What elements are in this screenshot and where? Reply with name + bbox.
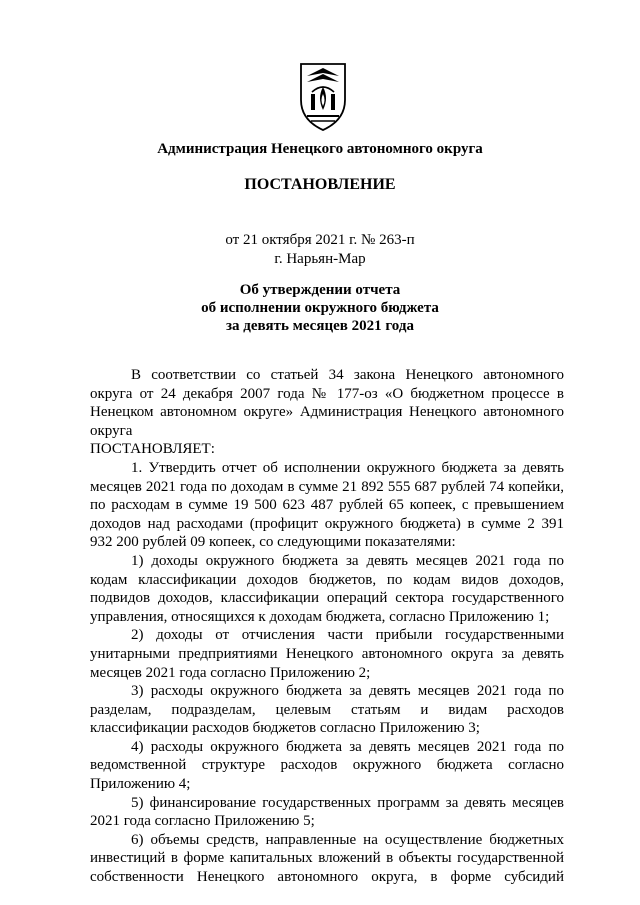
item-1-6-paragraph: 6) объемы средств, направленные на осуществление бюджетных инвестиций в форме капитальных вложений в объекты государственной собственности Ненецкого автономного округа, в форме субсидий — [90, 831, 564, 886]
item-1-2-paragraph: 2) доходы от отчисления части прибыли государственными унитарными предприятиями Ненецкого автономного округа за девять месяцев 2021 года согласно Приложению 2; — [90, 627, 564, 681]
document-body — [90, 366, 564, 887]
coat-of-arms-emblem — [298, 60, 348, 132]
document-date-number: от 21 октября 2021 г. № 263-п — [225, 232, 415, 248]
preamble-paragraph: В соответствии со статьей 34 закона Ненецкого автономного округа от 24 декабря 2007 года № 177-оз «О бюджетном процессе в Ненецком автономном округе» Администрация Ненецкого автономного округа — [90, 367, 564, 439]
decrees-keyword: ПОСТАНОВЛЯЕТ: — [90, 441, 215, 458]
subject-line: за девять месяцев 2021 года — [226, 318, 414, 334]
organization-name: Администрация Ненецкого автономного округа — [157, 141, 483, 157]
document-type-title: ПОСТАНОВЛЕНИЕ — [244, 176, 396, 193]
item-1-paragraph: 1. Утвердить отчет об исполнении окружного бюджета за девять месяцев 2021 года по доходам в сумме 21 892 555 687 рублей 74 копейки, по расходам в сумме 19 500 623 487 рублей 65 копеек, с превышением доходов над расходами (профицит окружного бюджета) в сумме 2 391 932 200 рублей 09 копеек, со следующими показателями: — [90, 459, 564, 551]
document-subject — [0, 281, 640, 335]
subject-line: Об утверждении отчета — [239, 282, 401, 298]
item-1-1-paragraph: 1) доходы окружного бюджета за девять месяцев 2021 года по кодам классификации доходов бюджетов, по кодам видов доходов, подвидов доходов, классификации операций сектора государственного управления, относящихся к доходам бюджета, согласно Приложению 1; — [90, 552, 564, 625]
subject-line: об исполнении окружного бюджета — [201, 300, 439, 316]
item-1-3-paragraph: 3) расходы окружного бюджета за девять месяцев 2021 года по разделам, подразделам, целевым статьям и видам расходов классификации расходов бюджетов согласно Приложению 3; — [90, 683, 564, 737]
item-1-4-paragraph: 4) расходы окружного бюджета за девять месяцев 2021 года по ведомственной структуре расходов окружного бюджета согласно Приложению 4; — [90, 738, 564, 793]
item-1-5-paragraph: 5) финансирование государственных программ за девять месяцев 2021 года согласно Приложению 5; — [90, 794, 564, 830]
document-city: г. Нарьян-Мар — [274, 251, 366, 267]
